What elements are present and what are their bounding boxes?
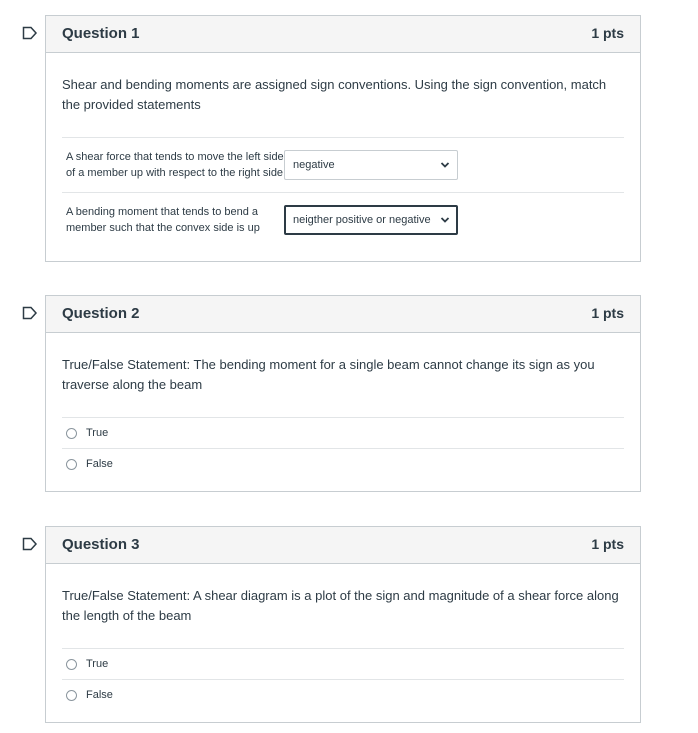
question-points: 1 pts xyxy=(591,25,624,41)
match-answer-select[interactable] xyxy=(284,150,458,180)
flag-question-icon[interactable] xyxy=(22,537,38,551)
match-row xyxy=(62,192,624,247)
question-points: 1 pts xyxy=(591,536,624,552)
question-title: Question 3 xyxy=(62,536,140,553)
question-2 xyxy=(45,295,641,492)
match-statement: A shear force that tends to move the left side of a member up with respect to the right side xyxy=(66,151,284,179)
radio-button[interactable] xyxy=(66,690,77,701)
answer-option-true[interactable] xyxy=(62,648,624,679)
answer-option-false[interactable] xyxy=(62,679,624,710)
match-answer-select[interactable] xyxy=(284,205,458,235)
question-header xyxy=(46,296,640,333)
match-row xyxy=(62,137,624,192)
match-statement: A bending moment that tends to bend a member such that the convex side is up xyxy=(66,206,260,234)
question-title: Question 2 xyxy=(62,305,140,322)
question-text: True/False Statement: A shear diagram is a plot of the sign and magnitude of a shear force along the length of the beam xyxy=(62,588,619,623)
radio-button[interactable] xyxy=(66,459,77,470)
question-text: Shear and bending moments are assigned sign conventions. Using the sign convention, match the provided statements xyxy=(62,77,607,112)
question-3 xyxy=(45,526,641,723)
question-text: True/False Statement: The bending moment for a single beam cannot change its sign as you traverse along the beam xyxy=(62,357,595,392)
question-1 xyxy=(45,15,641,262)
question-points: 1 pts xyxy=(591,305,624,321)
radio-button[interactable] xyxy=(66,659,77,670)
selected-value: neigther positive or negative xyxy=(293,214,431,226)
question-header xyxy=(46,527,640,564)
radio-button[interactable] xyxy=(66,428,77,439)
answer-label: True xyxy=(86,658,109,670)
answer-option-false[interactable] xyxy=(62,448,624,479)
flag-question-icon[interactable] xyxy=(22,306,38,320)
selected-value: negative xyxy=(293,159,335,171)
question-title: Question 1 xyxy=(62,25,140,42)
answer-label: False xyxy=(86,458,113,470)
flag-question-icon[interactable] xyxy=(22,26,38,40)
chevron-down-icon xyxy=(440,215,450,225)
answer-option-true[interactable] xyxy=(62,417,624,448)
answer-label: True xyxy=(86,427,109,439)
question-header xyxy=(46,16,640,53)
chevron-down-icon xyxy=(440,160,450,170)
answer-label: False xyxy=(86,689,113,701)
